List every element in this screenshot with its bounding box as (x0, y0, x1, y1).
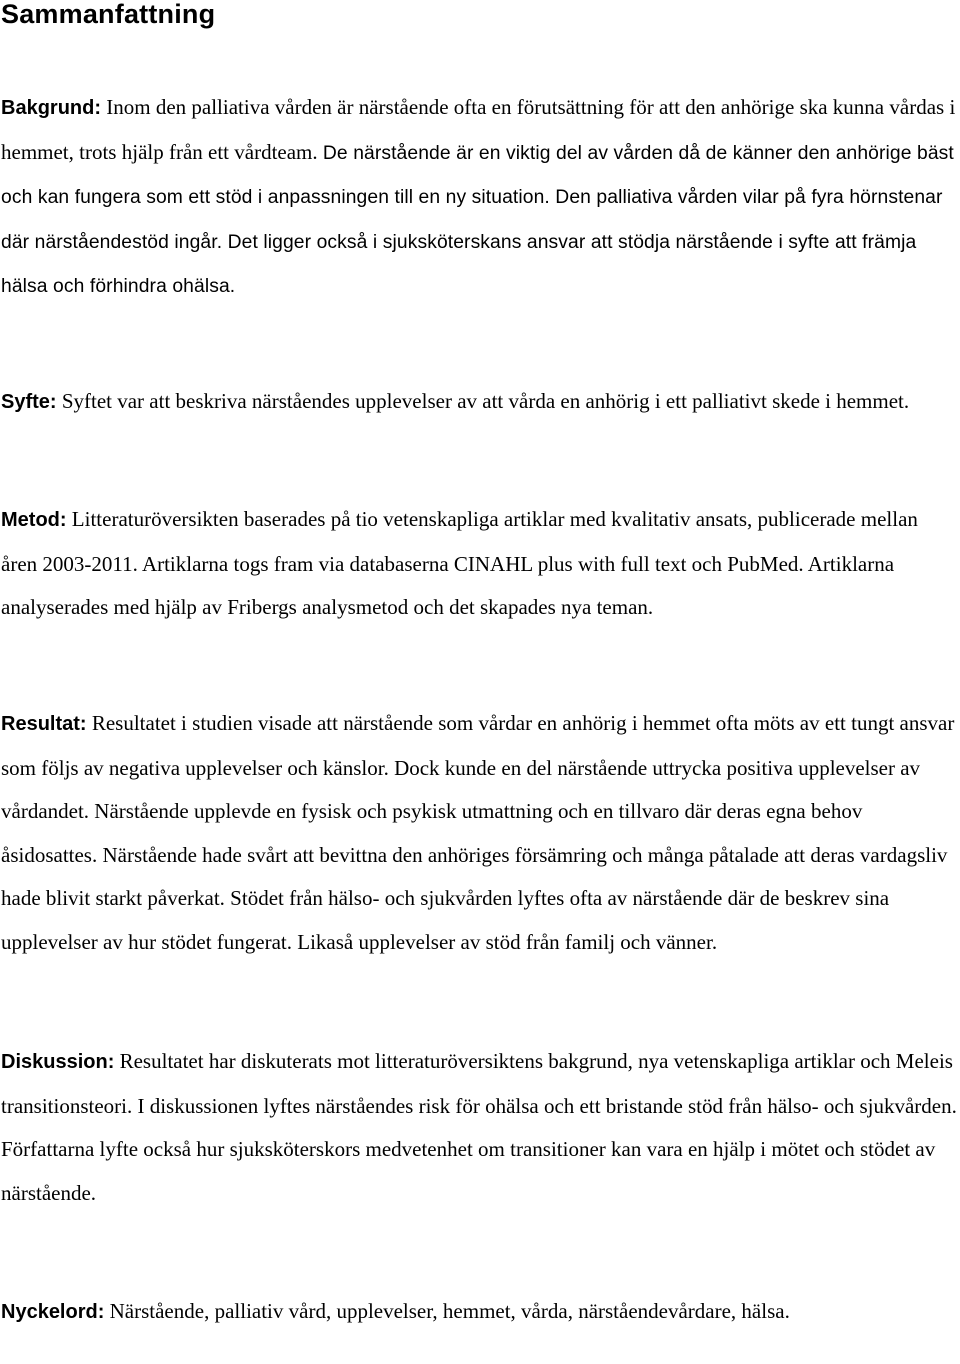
nyckelord-text: Närstående, palliativ vård, upplevelser, hemmet, vårda, närståendevårdare, hälsa. (104, 1299, 790, 1323)
section-label-resultat: Resultat: (1, 713, 87, 735)
diskussion-text: Resultatet har diskuterats mot litteraturöversiktens bakgrund, nya vetenskapliga artiklar och Meleis transitionsteori. I diskussionen lyftes närståendes risk för ohälsa och ett bristande stöd från hälso- och sjukvården. Författarna lyfte också hur sjuksköterskors medvetenhet om transitioner kan vara en hjälp i mötet och stödet av närstående. (1, 1049, 957, 1205)
section-label-diskussion: Diskussion: (1, 1051, 115, 1073)
syfte-text: Syftet var att beskriva närståendes upplevelser av att vårda en anhörig i ett palliativt skede i hemmet. (56, 389, 910, 413)
section-nyckelord (1, 1290, 959, 1335)
bakgrund-text-serif: Inom den palliativa vården är närstående ofta en förutsättning för att den anhörige ska kunna vårdas i hemmet, trots hjälp från ett vårdteam. (1, 95, 956, 164)
resultat-text: Resultatet i studien visade att närstående som vårdar en anhörig i hemmet ofta möts av ett tungt ansvar som följs av negativa upplevelser och känslor. Dock kunde en del närstående uttrycka positiva upplevelser av vårdandet. Närstående upplevde en fysisk och psykisk utmattning och en tillvaro där deras egna behov åsidosattes. Närstående hade svårt att bevittna den anhöriges försämring och många påtalade att deras vardagsliv hade blivit starkt påverkat. Stödet från hälso- och sjukvården lyftes ofta av närstående där de beskrev sina upplevelser av hur stödet fungerat. Likaså upplevelser av stöd från familj och vänner. (1, 711, 955, 954)
section-diskussion (1, 1040, 959, 1215)
page-title: Sammanfattning (1, 0, 216, 29)
section-syfte (1, 380, 959, 425)
section-metod (1, 498, 959, 630)
section-label-nyckelord: Nyckelord: (1, 1301, 105, 1323)
bakgrund-text-sans: De närstående är en viktig del av vården då de känner den anhörige bäst och kan fungera som ett stöd i anpassningen till en ny situation. Den palliativa vården vilar på fyra hörnstenar där närståendestöd ingår. Det ligger också i sjuksköterskans ansvar att stödja närstående i syfte att främja hälsa och förhindra ohälsa. (1, 142, 954, 297)
section-resultat (1, 702, 959, 964)
section-label-syfte: Syfte: (1, 391, 57, 413)
section-label-metod: Metod: (1, 509, 67, 531)
section-label-bakgrund: Bakgrund: (1, 97, 101, 119)
metod-text: Litteraturöversikten baserades på tio vetenskapliga artiklar med kvalitativ ansats, publicerade mellan åren 2003-2011. Artiklarna togs fram via databaserna CINAHL plus with full text och PubMed. Artiklarna analyserades med hjälp av Fribergs analysmetod och det skapades nya teman. (1, 507, 918, 619)
section-bakgrund (1, 86, 959, 309)
